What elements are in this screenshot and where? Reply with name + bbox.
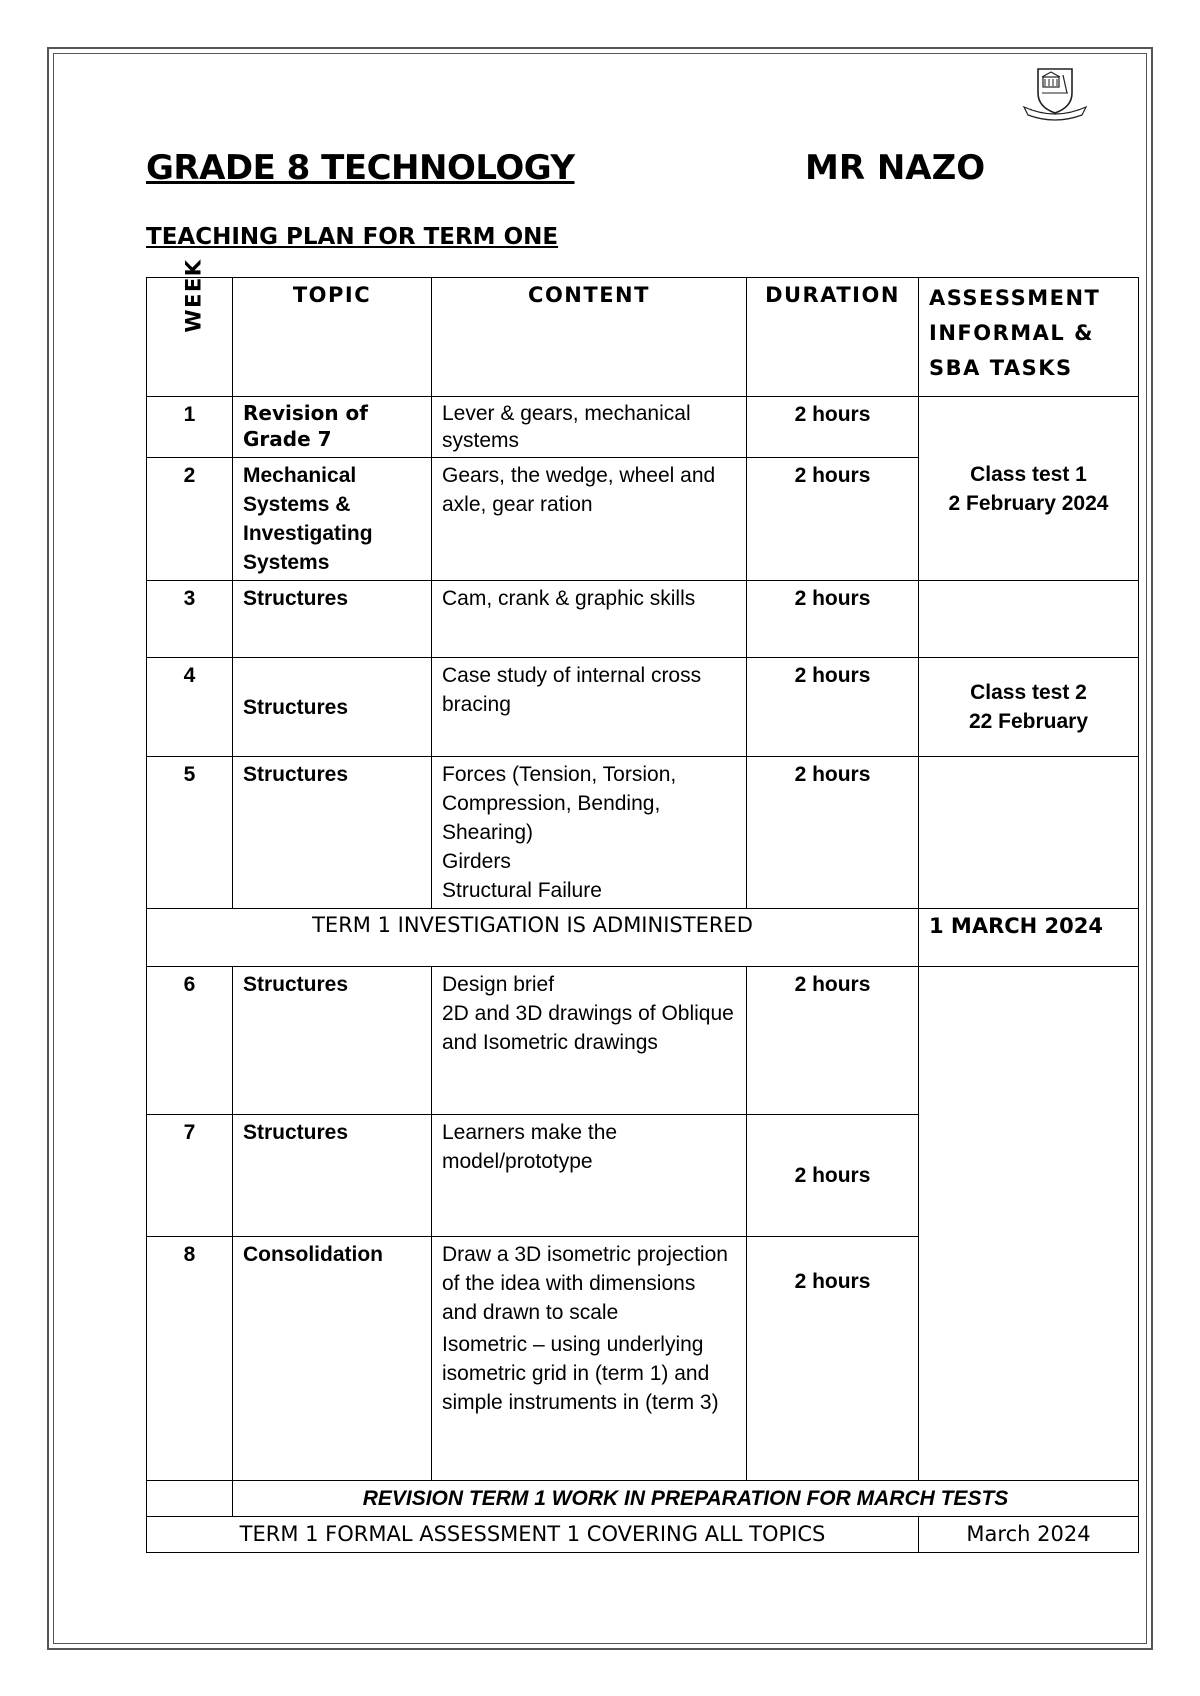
table-row xyxy=(147,967,1139,1115)
content-cell xyxy=(432,1115,747,1237)
header-content: CONTENT xyxy=(432,278,747,397)
week-number: 2 xyxy=(147,458,233,581)
header-assessment-line: SBA TASKS xyxy=(929,356,1073,380)
revision-row xyxy=(147,1481,1139,1517)
duration-cell: 2 hours xyxy=(747,458,919,581)
table-row xyxy=(147,581,1139,658)
content-cell xyxy=(432,658,747,757)
topic-cell: Structures xyxy=(233,658,432,757)
duration-cell: 2 hours xyxy=(747,757,919,909)
assessment-name: Class test 2 xyxy=(970,681,1087,704)
investigation-row xyxy=(147,909,1139,967)
content-cell xyxy=(432,581,747,658)
header-duration: DURATION xyxy=(747,278,919,397)
topic-cell: Mechanical Systems & Investigating Systems xyxy=(233,458,432,581)
topic-cell: Consolidation xyxy=(233,1237,432,1481)
duration-cell: 2 hours xyxy=(747,967,919,1115)
table-header-row xyxy=(147,278,1139,397)
week-number: 4 xyxy=(147,658,233,757)
table-row xyxy=(147,757,1139,909)
content-line: Case study of internal cross bracing xyxy=(442,664,702,716)
assessment-cell xyxy=(919,397,1139,581)
header-week-label: WEEK xyxy=(181,258,206,333)
assessment-date: 22 February xyxy=(968,710,1089,733)
week-number: 3 xyxy=(147,581,233,658)
content-line: Design brief xyxy=(442,973,555,996)
header-assessment-line: ASSESSMENT xyxy=(929,286,1101,310)
teacher-name: MR NAZO xyxy=(805,148,986,188)
content-line: 2D and 3D drawings of Oblique and Isometric drawings xyxy=(442,1002,734,1054)
topic-cell: Structures xyxy=(233,757,432,909)
content-line: Structural Failure xyxy=(442,879,602,902)
content-line: Lever & gears, mechanical systems xyxy=(442,402,691,452)
header-week xyxy=(147,258,233,397)
duration-cell: 2 hours xyxy=(747,1237,919,1481)
topic-cell: Structures xyxy=(233,1115,432,1237)
table-row xyxy=(147,397,1139,458)
formal-assessment-date: March 2024 xyxy=(919,1517,1139,1553)
content-cell xyxy=(432,757,747,909)
week-number: 6 xyxy=(147,967,233,1115)
duration-cell: 2 hours xyxy=(747,397,919,458)
formal-assessment-row xyxy=(147,1517,1139,1553)
content-line: Girders xyxy=(442,850,511,873)
revision-blank-cell xyxy=(147,1481,233,1517)
revision-text: REVISION TERM 1 WORK IN PREPARATION FOR MARCH TESTS xyxy=(233,1481,1139,1517)
topic-cell: Structures xyxy=(233,581,432,658)
document-title: GRADE 8 TECHNOLOGY xyxy=(146,148,575,188)
week-number: 1 xyxy=(147,397,233,458)
content-line: Draw a 3D isometric projection of the idea with dimensions and drawn to scale xyxy=(442,1243,728,1324)
teaching-plan-table xyxy=(146,258,1139,1553)
content-line: Gears, the wedge, wheel and axle, gear ration xyxy=(442,464,716,516)
assessment-cell-empty xyxy=(919,581,1139,658)
content-cell xyxy=(432,967,747,1115)
school-crest-logo xyxy=(1020,63,1090,123)
header-assessment xyxy=(919,278,1139,397)
header-topic: TOPIC xyxy=(233,278,432,397)
week-number: 8 xyxy=(147,1237,233,1481)
investigation-text: TERM 1 INVESTIGATION IS ADMINISTERED xyxy=(147,909,919,967)
investigation-date: 1 MARCH 2024 xyxy=(919,909,1139,967)
duration-cell: 2 hours xyxy=(747,581,919,658)
content-line: Isometric – using underlying isometric grid in (term 1) and simple instruments in (term 3) xyxy=(442,1333,719,1414)
topic-cell: Structures xyxy=(233,967,432,1115)
duration-cell: 2 hours xyxy=(747,658,919,757)
topic-cell: Revision of Grade 7 xyxy=(233,397,432,458)
week-number: 5 xyxy=(147,757,233,909)
assessment-cell xyxy=(919,658,1139,757)
document-subtitle: TEACHING PLAN FOR TERM ONE xyxy=(146,224,559,250)
week-number: 7 xyxy=(147,1115,233,1237)
header-assessment-line: INFORMAL & xyxy=(929,321,1094,345)
content-line: Forces (Tension, Torsion, Compression, Bending, Shearing) xyxy=(442,763,677,844)
content-line: Learners make the model/prototype xyxy=(442,1121,618,1173)
assessment-cell-empty xyxy=(919,757,1139,909)
assessment-cell-empty xyxy=(919,967,1139,1481)
formal-assessment-text: TERM 1 FORMAL ASSESSMENT 1 COVERING ALL TOPICS xyxy=(147,1517,919,1553)
table-row xyxy=(147,658,1139,757)
duration-cell: 2 hours xyxy=(747,1115,919,1237)
content-cell xyxy=(432,458,747,581)
content-cell xyxy=(432,397,747,458)
content-line: Cam, crank & graphic skills xyxy=(442,587,696,610)
assessment-name: Class test 1 xyxy=(970,462,1087,486)
content-cell xyxy=(432,1237,747,1481)
assessment-date: 2 February 2024 xyxy=(948,491,1109,515)
